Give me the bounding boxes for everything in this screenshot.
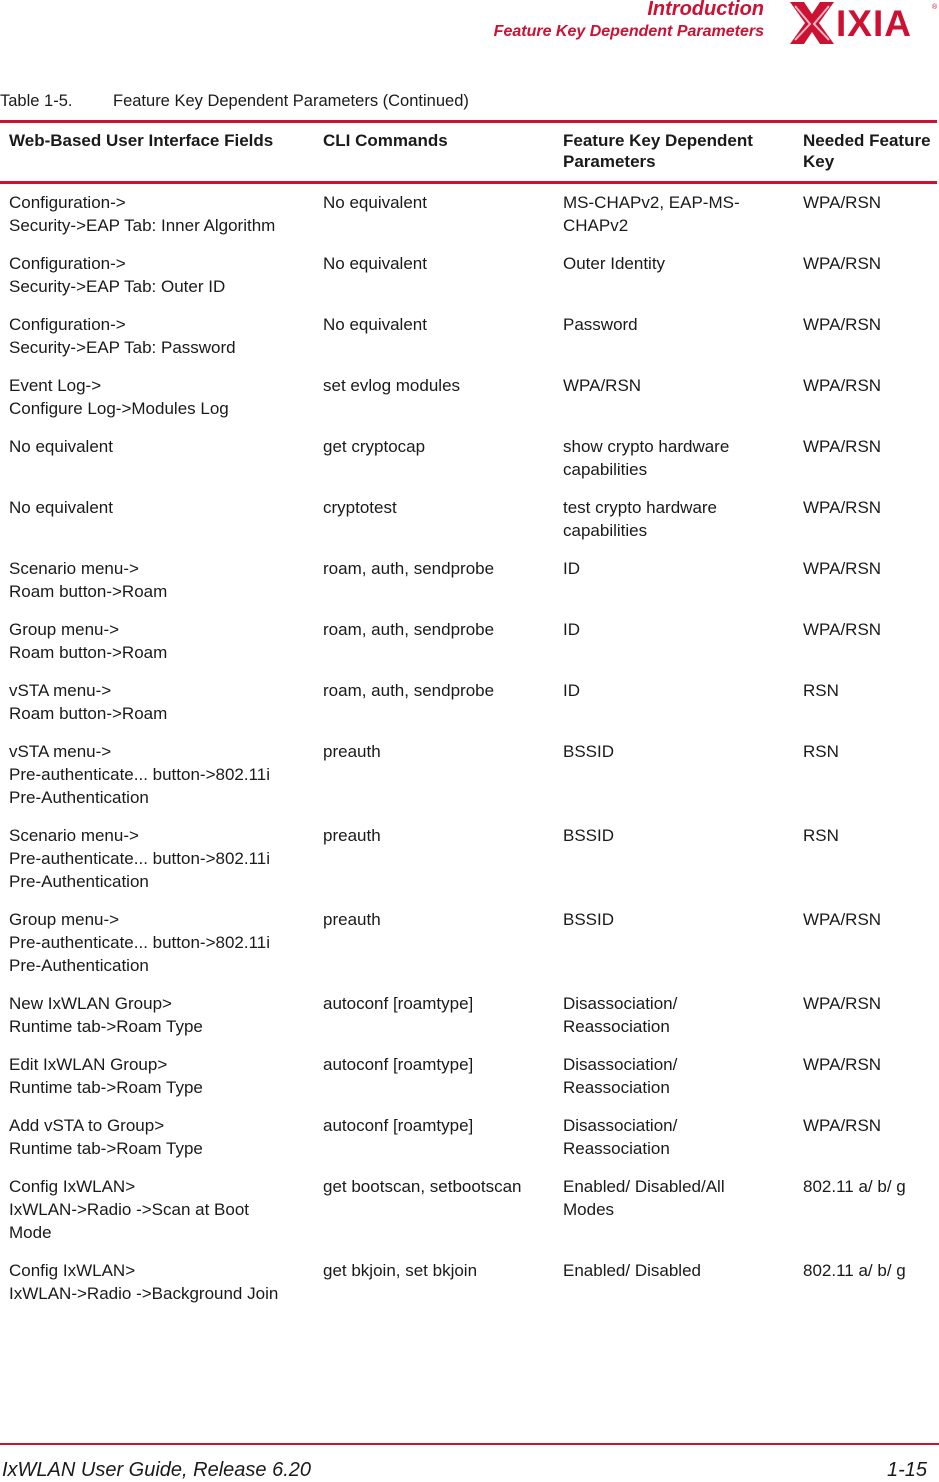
table-row (0, 1168, 937, 1252)
table-row (0, 245, 937, 306)
table-cell: roam, auth, sendprobe (323, 681, 495, 700)
header-subtitle: Feature Key Dependent Parameters (493, 23, 764, 40)
table-cell: Configuration-> Security->EAP Tab: Inner Algorithm (9, 193, 276, 235)
table-cell: Configuration-> Security->EAP Tab: Password (9, 315, 236, 357)
table-cell: Enabled/ Disabled/All Modes (563, 1177, 725, 1219)
column-header: Needed Feature Key (803, 131, 931, 171)
table-cell: autoconf [roamtype] (323, 994, 474, 1013)
table-row (0, 1046, 937, 1107)
table-cell: Enabled/ Disabled (563, 1261, 701, 1280)
header-title: Introduction (647, 0, 764, 20)
table-cell: Disassociation/ Reassociation (563, 994, 678, 1036)
table-row (0, 428, 937, 489)
table-cell: test crypto hardware capabilities (563, 498, 718, 540)
table-row (0, 817, 937, 901)
table-cell: No equivalent (323, 193, 427, 212)
table-cell: roam, auth, sendprobe (323, 559, 495, 578)
table-cell: Password (563, 315, 638, 334)
table-cell: WPA/RSN (563, 376, 642, 395)
table-cell: RSN (803, 742, 839, 761)
table-row (0, 985, 937, 1046)
table-caption-label: Table 1-5. (0, 92, 73, 110)
table-cell: set evlog modules (323, 376, 461, 395)
table-cell: Scenario menu-> Roam button->Roam (9, 559, 168, 601)
table-cell: Outer Identity (563, 254, 666, 273)
table-cell: No equivalent (9, 498, 113, 517)
table-cell: preauth (323, 910, 381, 929)
table-cell: show crypto hardware capabilities (563, 437, 730, 479)
table-cell: roam, auth, sendprobe (323, 620, 495, 639)
table-cell: WPA/RSN (803, 994, 882, 1013)
table-cell: ID (563, 681, 580, 700)
table-cell: cryptotest (323, 498, 397, 517)
table-row (0, 183, 937, 246)
table-cell: autoconf [roamtype] (323, 1116, 474, 1135)
footer-document-title: IxWLAN User Guide, Release 6.20 (2, 1459, 312, 1481)
table-header-row (0, 122, 937, 183)
table-cell: WPA/RSN (803, 376, 882, 395)
table-cell: BSSID (563, 826, 615, 845)
table-row (0, 367, 937, 428)
table-cell: Scenario menu-> Pre-authenticate... button->802.11i Pre-Authentication (9, 826, 271, 891)
table-cell: WPA/RSN (803, 620, 882, 639)
table-row (0, 901, 937, 985)
table-cell: WPA/RSN (803, 193, 882, 212)
table-cell: WPA/RSN (803, 315, 882, 334)
table-cell: Add vSTA to Group> Runtime tab->Roam Type (9, 1116, 203, 1158)
table-cell: WPA/RSN (803, 254, 882, 273)
table-row (0, 489, 937, 550)
table-cell: RSN (803, 826, 839, 845)
table-cell: Group menu-> Roam button->Roam (9, 620, 168, 662)
column-header: CLI Commands (323, 131, 448, 150)
table-cell: WPA/RSN (803, 910, 882, 929)
table-cell: autoconf [roamtype] (323, 1055, 474, 1074)
table-cell: vSTA menu-> Roam button->Roam (9, 681, 168, 723)
table-row (0, 672, 937, 733)
table-row (0, 733, 937, 817)
column-header: Feature Key Dependent Parameters (563, 131, 753, 171)
table-cell: WPA/RSN (803, 437, 882, 456)
table-row (0, 306, 937, 367)
table-cell: WPA/RSN (803, 1055, 882, 1074)
registered-mark: ® (932, 4, 938, 11)
table-cell: 802.11 a/ b/ g (803, 1177, 906, 1196)
table-row (0, 1252, 937, 1313)
table-cell: BSSID (563, 910, 615, 929)
table-cell: No equivalent (9, 437, 113, 456)
footer-divider (0, 1443, 939, 1445)
table-cell: BSSID (563, 742, 615, 761)
ixia-logo (786, 0, 939, 46)
running-header (494, 0, 764, 42)
table-caption (0, 92, 469, 111)
table-cell: preauth (323, 826, 381, 845)
table-row (0, 550, 937, 611)
table-cell: New IxWLAN Group> Runtime tab->Roam Type (9, 994, 203, 1036)
table-cell: Disassociation/ Reassociation (563, 1055, 678, 1097)
table-cell: preauth (323, 742, 381, 761)
table-cell: Disassociation/ Reassociation (563, 1116, 678, 1158)
table-cell: RSN (803, 681, 839, 700)
table-row (0, 611, 937, 672)
table-cell: Configuration-> Security->EAP Tab: Outer ID (9, 254, 226, 296)
table-cell: Group menu-> Pre-authenticate... button->802.11i Pre-Authentication (9, 910, 271, 975)
ixia-x-mark (790, 2, 834, 44)
table-cell: WPA/RSN (803, 498, 882, 517)
table-cell: MS-CHAPv2, EAP-MS- CHAPv2 (563, 193, 740, 235)
table-cell: Config IxWLAN> IxWLAN->Radio ->Background Join (9, 1261, 279, 1303)
logo-text: IXIA (836, 3, 912, 44)
table-cell: Event Log-> Configure Log->Modules Log (9, 376, 229, 418)
table-row (0, 1107, 937, 1168)
table-cell: Edit IxWLAN Group> Runtime tab->Roam Type (9, 1055, 203, 1097)
table-cell: Config IxWLAN> IxWLAN->Radio ->Scan at Boot Mode (9, 1177, 250, 1242)
feature-key-table (0, 120, 937, 1313)
table-caption-text: Feature Key Dependent Parameters (Continued) (113, 92, 469, 110)
table-cell: ID (563, 620, 580, 639)
table-cell: get bootscan, setbootscan (323, 1177, 522, 1196)
table-cell: 802.11 a/ b/ g (803, 1261, 906, 1280)
footer-page-number: 1-15 (886, 1459, 927, 1481)
table-cell: No equivalent (323, 254, 427, 273)
table-cell: vSTA menu-> Pre-authenticate... button->802.11i Pre-Authentication (9, 742, 271, 807)
column-header: Web-Based User Interface Fields (9, 131, 274, 150)
table-cell: No equivalent (323, 315, 427, 334)
table-cell: WPA/RSN (803, 1116, 882, 1135)
table-cell: ID (563, 559, 580, 578)
table-cell: WPA/RSN (803, 559, 882, 578)
table-cell: get bkjoin, set bkjoin (323, 1261, 478, 1280)
table-cell: get cryptocap (323, 437, 426, 456)
